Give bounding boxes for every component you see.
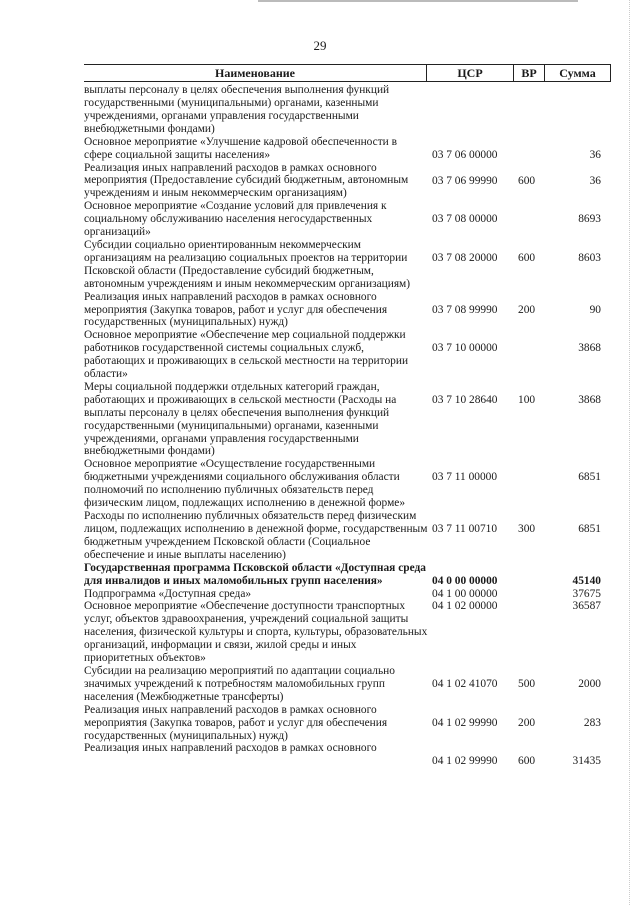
row-vr: 300 [518, 523, 536, 535]
row-vr [518, 200, 554, 239]
table-row [84, 665, 611, 704]
row-sum: 90 [589, 303, 601, 316]
table-row [84, 742, 611, 768]
row-vr [518, 136, 554, 162]
row-sum: 45140 [572, 574, 601, 587]
table-row [84, 600, 611, 665]
table-row [84, 136, 611, 162]
row-csr: 03 7 06 00000 [432, 148, 498, 161]
row-sum: 283 [583, 716, 601, 729]
row-name: Субсидии на реализацию мероприятий по адаптации социально значимых учреждений к потребностям маломобильных групп населения (Межбюджетные трансферты) [84, 664, 395, 703]
row-csr: 03 7 10 28640 [432, 393, 498, 406]
row-sum: 36 [589, 174, 601, 187]
row-name: Основное мероприятие «Улучшение кадровой обеспеченности в сфере социальной защиты населения» [84, 135, 398, 161]
row-vr: 200 [518, 716, 536, 729]
row-name: Реализация иных направлений расходов в рамках основного мероприятия (Закупка товаров, работ и услуг для обеспечения государственных (муниципальных) нужд) [84, 703, 388, 742]
table-row [84, 458, 611, 510]
row-sum: 2000 [578, 677, 601, 690]
row-csr: 03 7 08 00000 [432, 213, 498, 226]
row-csr: 03 7 08 99990 [432, 303, 498, 316]
row-csr: 03 7 06 99990 [432, 174, 498, 187]
table-row [84, 510, 611, 562]
row-vr [518, 588, 554, 601]
row-csr: 03 7 10 00000 [432, 342, 498, 355]
table-row [84, 291, 611, 330]
header-name: Наименование [84, 65, 427, 81]
row-vr: 600 [518, 174, 536, 187]
row-vr [518, 84, 554, 136]
row-vr [518, 562, 554, 588]
table-body [84, 84, 611, 768]
table-row [84, 588, 611, 601]
row-csr: 04 1 02 00000 [432, 600, 498, 613]
row-name: Основное мероприятие «Осуществление государственными бюджетными учреждениями социального обслуживания области полномочий по исполнению публичных обязательств перед физическим лицом, подлежащих исполнению в денежной форме» [84, 458, 406, 510]
table-row [84, 200, 611, 239]
row-csr [432, 84, 518, 136]
row-sum [554, 84, 611, 136]
row-vr [518, 329, 554, 381]
row-name: Государственная программа Псковской области «Доступная среда для инвалидов и иных маломобильных групп населения» [84, 561, 426, 587]
row-sum: 37675 [572, 587, 601, 600]
row-csr: 04 1 02 99990 [432, 755, 498, 768]
table-header [84, 64, 611, 82]
row-csr: 03 7 11 00710 [432, 523, 498, 535]
row-sum: 3868 [578, 342, 601, 355]
row-csr: 04 1 02 41070 [432, 677, 498, 690]
row-vr: 100 [518, 393, 536, 406]
row-name: выплаты персоналу в целях обеспечения выполнения функций государственными (муниципальными) органами, казенными учреждениями, органами управления государственными внебюджетными фондами) [84, 84, 390, 135]
row-vr: 600 [518, 755, 536, 768]
page-number: 29 [313, 38, 327, 53]
row-name: Расходы по исполнению публичных обязательств перед физическим лицом, подлежащих исполнению в денежной форме, государственным бюджетным учреждением Псковской области (Социальное обеспечение и иные выплаты населению) [84, 510, 428, 561]
row-name: Реализация иных направлений расходов в рамках основного мероприятия (Предоставление субсидий бюджетным, автономным учреждениям и иным некоммерческим организациям) [84, 161, 409, 200]
row-csr: 04 0 00 00000 [432, 574, 498, 587]
row-name: Подпрограмма «Доступная среда» [84, 587, 252, 600]
row-csr: 04 1 02 99990 [432, 716, 498, 729]
row-name: Основное мероприятие «Создание условий для привлечения к социальному обслуживанию населения негосударственных организаций» [84, 200, 387, 239]
header-vr: ВР [514, 65, 545, 81]
table-row [84, 562, 611, 588]
row-name: Реализация иных направлений расходов в рамках основного мероприятия (Закупка товаров, работ и услуг для обеспечения государственных (муниципальных) нужд) [84, 290, 388, 329]
row-csr: 03 7 11 00000 [432, 471, 498, 484]
row-sum: 6851 [578, 471, 601, 484]
budget-table [84, 64, 611, 768]
row-name: Основное мероприятие «Обеспечение доступности транспортных услуг, объектов здравоохранения, учреждений социальной защиты населения, физической культуры и спорта, культуры, образовательных организаций, информации и связи, жилой среды и иных приоритетных объектов» [84, 600, 428, 665]
row-name: Основное мероприятие «Обеспечение мер социальной поддержки работников государственной системы социальных служб, работающих и проживающих в сельской местности на территории области» [84, 329, 409, 381]
row-sum: 31435 [572, 755, 601, 768]
scan-edge [629, 0, 640, 905]
table-row [84, 329, 611, 381]
header-sum: Сумма [545, 65, 611, 81]
table-row [84, 239, 611, 291]
row-csr: 04 1 00 00000 [432, 587, 498, 600]
scan-mark [258, 0, 578, 2]
row-vr [518, 600, 554, 665]
table-row [84, 162, 611, 201]
row-sum: 36 [589, 148, 601, 161]
header-csr: ЦСР [427, 65, 514, 81]
row-csr: 03 7 08 20000 [432, 251, 498, 264]
row-sum: 8603 [578, 251, 601, 264]
row-vr: 200 [518, 303, 536, 316]
row-sum: 36587 [572, 600, 601, 613]
table-row [84, 84, 611, 136]
table-row [84, 704, 611, 743]
row-vr [518, 458, 554, 510]
row-name: Меры социальной поддержки отдельных категорий граждан, работающих и проживающих в сельской местности (Расходы на выплаты персоналу в целях обеспечения выполнения функций государственными (муниципальными) органами, казенными учреждениями, органами управления государственными внебюджетными фондами) [84, 380, 397, 458]
row-vr: 600 [518, 251, 536, 264]
table-row [84, 381, 611, 458]
row-vr: 500 [518, 677, 536, 690]
row-name: Субсидии социально ориентированным некоммерческим организациям на реализацию социальных проектов на территории Псковской области (Предоставление субсидий бюджетным, автономным учреждениям и иным некоммерческим организациям) [84, 238, 411, 290]
row-name: Реализация иных направлений расходов в рамках основного [84, 742, 377, 755]
row-sum: 6851 [578, 523, 601, 535]
row-sum: 8693 [578, 213, 601, 226]
row-sum: 3868 [578, 393, 601, 406]
